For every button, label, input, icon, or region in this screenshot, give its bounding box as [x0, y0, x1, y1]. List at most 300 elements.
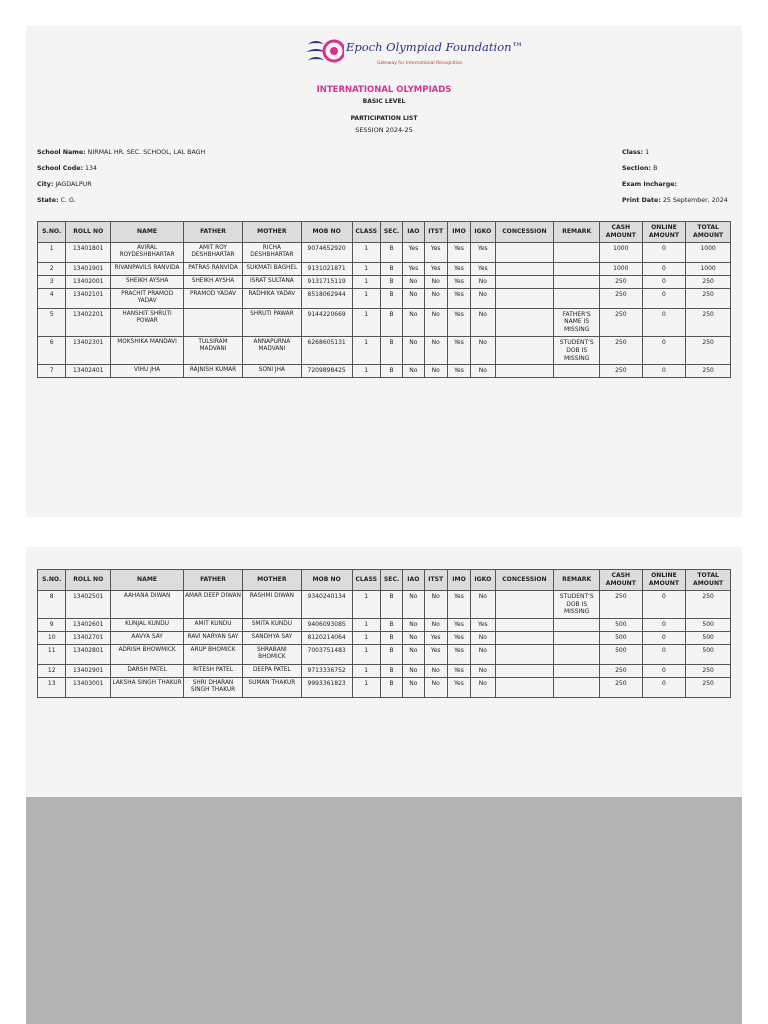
- cell-concession: [495, 308, 554, 336]
- cell-concession: [495, 590, 554, 618]
- cell-total-amount: 500: [686, 619, 731, 632]
- cell-roll-no: 13402601: [66, 619, 111, 632]
- cell-name: KUNJAL KUNDU: [111, 619, 184, 632]
- cell-igko: No: [471, 590, 495, 618]
- cell-class: 1: [352, 664, 380, 677]
- cell-concession: [495, 336, 554, 364]
- cell-roll-no: 13402201: [66, 308, 111, 336]
- school-name-value: NIRMAL HR. SEC. SCHOOL, LAL BAGH: [87, 149, 206, 156]
- cell-online-amount: 0: [642, 242, 686, 262]
- cell-mother: SUMAN THAKUR: [242, 677, 301, 697]
- cell-mother: ANNAPURNA MADVANI: [242, 336, 301, 364]
- cell-class: 1: [352, 619, 380, 632]
- cell-sno: 7: [38, 365, 66, 378]
- cell-total-amount: 1000: [686, 242, 731, 262]
- cell-mother: SMITA KUNDU: [242, 619, 301, 632]
- print-date-field: [622, 197, 728, 204]
- cell-remark: STUDENT'S DOB IS MISSING: [554, 590, 600, 618]
- cell-mob-no: 9406093085: [301, 619, 352, 632]
- cell-concession: [495, 619, 554, 632]
- cell-iao: No: [403, 632, 424, 645]
- level-label: BASIC LEVEL: [362, 98, 406, 105]
- column-header-class: CLASS: [352, 570, 380, 591]
- cell-sec: B: [380, 365, 402, 378]
- column-header-sec: SEC.: [380, 570, 402, 591]
- cell-imo: Yes: [447, 262, 470, 275]
- cell-igko: No: [471, 365, 495, 378]
- cell-remark: [554, 262, 600, 275]
- column-header-roll-no: ROLL NO: [66, 570, 111, 591]
- cell-sec: B: [380, 288, 402, 308]
- cell-concession: [495, 677, 554, 697]
- cell-class: 1: [352, 262, 380, 275]
- cell-imo: Yes: [447, 288, 470, 308]
- cell-online-amount: 0: [642, 288, 686, 308]
- column-header-cash-amount: CASH AMOUNT: [600, 570, 643, 591]
- cell-cash-amount: 1000: [600, 262, 643, 275]
- cell-sec: B: [380, 644, 402, 664]
- section-field: [622, 165, 657, 172]
- column-header-concession: CONCESSION: [495, 222, 554, 243]
- cell-remark: [554, 365, 600, 378]
- cell-roll-no: 13402801: [66, 644, 111, 664]
- table-row: [38, 336, 731, 364]
- table-row: [38, 275, 731, 288]
- cell-online-amount: 0: [642, 275, 686, 288]
- cell-father: AMAR DEEP DIWAN: [184, 590, 243, 618]
- cell-mob-no: 9131021871: [301, 262, 352, 275]
- print-date-value: 25 September, 2024: [662, 197, 728, 204]
- cell-mother: ISRAT SULTANA: [242, 275, 301, 288]
- cell-online-amount: 0: [642, 336, 686, 364]
- cell-itst: No: [424, 288, 447, 308]
- cell-imo: Yes: [447, 590, 470, 618]
- class-label: Class:: [622, 149, 644, 156]
- cell-sec: B: [380, 590, 402, 618]
- state-value: C. G.: [60, 197, 76, 204]
- class-value: 1: [645, 149, 650, 156]
- cell-sec: B: [380, 262, 402, 275]
- cell-mob-no: 9340240134: [301, 590, 352, 618]
- cell-remark: [554, 275, 600, 288]
- cell-sno: 11: [38, 644, 66, 664]
- column-header-igko: IGKO: [471, 570, 495, 591]
- cell-cash-amount: 250: [600, 664, 643, 677]
- cell-class: 1: [352, 590, 380, 618]
- cell-sno: 8: [38, 590, 66, 618]
- cell-name: AAHANA DIWAN: [111, 590, 184, 618]
- cell-name: AVIRAL ROYDESHBHARTAR: [111, 242, 184, 262]
- column-header-mother: MOTHER: [242, 570, 301, 591]
- cell-imo: Yes: [447, 619, 470, 632]
- table-row: [38, 242, 731, 262]
- cell-concession: [495, 644, 554, 664]
- cell-itst: No: [424, 619, 447, 632]
- epoch-logo-icon: [304, 36, 344, 66]
- cell-father: [184, 308, 243, 336]
- cell-class: 1: [352, 275, 380, 288]
- city-label: City:: [37, 181, 54, 188]
- cell-concession: [495, 262, 554, 275]
- cell-iao: No: [403, 288, 424, 308]
- state-label: State:: [37, 197, 59, 204]
- cell-iao: No: [403, 677, 424, 697]
- cell-iao: No: [403, 644, 424, 664]
- cell-mother: RASHMI DIWAN: [242, 590, 301, 618]
- cell-mob-no: 8120214064: [301, 632, 352, 645]
- cell-class: 1: [352, 242, 380, 262]
- column-header-sec: SEC.: [380, 222, 402, 243]
- cell-sno: 10: [38, 632, 66, 645]
- cell-roll-no: 13401901: [66, 262, 111, 275]
- cell-name: AAVYA SAY: [111, 632, 184, 645]
- cell-father: RITESH PATEL: [184, 664, 243, 677]
- cell-sec: B: [380, 677, 402, 697]
- session-label: SESSION 2024-25: [355, 126, 413, 134]
- table-row: [38, 644, 731, 664]
- cell-father: SHRI DHARAN SINGH THAKUR: [184, 677, 243, 697]
- cell-online-amount: 0: [642, 590, 686, 618]
- cell-imo: Yes: [447, 664, 470, 677]
- table-header-row: [38, 570, 731, 591]
- cell-remark: FATHER'S NAME IS MISSING: [554, 308, 600, 336]
- column-header-roll-no: ROLL NO: [66, 222, 111, 243]
- cell-cash-amount: 250: [600, 677, 643, 697]
- cell-mother: SHRABANI BHOMICK: [242, 644, 301, 664]
- logo-tagline: Gateway for International Recognition: [377, 61, 463, 66]
- cell-mob-no: 9144220669: [301, 308, 352, 336]
- cell-igko: Yes: [471, 262, 495, 275]
- cell-mother: SANDHYA SAY: [242, 632, 301, 645]
- cell-sno: 5: [38, 308, 66, 336]
- table-header-row: [38, 222, 731, 243]
- cell-igko: No: [471, 677, 495, 697]
- cell-concession: [495, 664, 554, 677]
- cell-father: ARUP BHOMICK: [184, 644, 243, 664]
- cell-mother: RADHIKA YADAV: [242, 288, 301, 308]
- cell-cash-amount: 500: [600, 644, 643, 664]
- cell-roll-no: 13402901: [66, 664, 111, 677]
- cell-class: 1: [352, 365, 380, 378]
- cell-igko: No: [471, 275, 495, 288]
- column-header-total-amount: TOTAL AMOUNT: [686, 222, 731, 243]
- cell-total-amount: 250: [686, 677, 731, 697]
- cell-roll-no: 13402501: [66, 590, 111, 618]
- cell-remark: STUDENT'S DOB IS MISSING: [554, 336, 600, 364]
- cell-imo: Yes: [447, 308, 470, 336]
- column-header-itst: ITST: [424, 222, 447, 243]
- table-body-page-1: [38, 242, 731, 377]
- table-row: [38, 288, 731, 308]
- cell-iao: No: [403, 590, 424, 618]
- cell-iao: Yes: [403, 262, 424, 275]
- cell-iao: No: [403, 365, 424, 378]
- column-header-mother: MOTHER: [242, 222, 301, 243]
- cell-remark: [554, 677, 600, 697]
- cell-roll-no: 13402101: [66, 288, 111, 308]
- cell-mob-no: 6268605131: [301, 336, 352, 364]
- cell-roll-no: 13401801: [66, 242, 111, 262]
- document-title: INTERNATIONAL OLYMPIADS: [316, 85, 452, 95]
- cell-sno: 2: [38, 262, 66, 275]
- school-code-label: School Code:: [37, 165, 83, 172]
- cell-online-amount: 0: [642, 644, 686, 664]
- cell-imo: Yes: [447, 242, 470, 262]
- cell-remark: [554, 644, 600, 664]
- column-header-remark: REMARK: [554, 222, 600, 243]
- cell-igko: No: [471, 308, 495, 336]
- cell-remark: [554, 288, 600, 308]
- cell-mob-no: 9074652920: [301, 242, 352, 262]
- cell-name: DARSH PATEL: [111, 664, 184, 677]
- cell-remark: [554, 619, 600, 632]
- table-row: [38, 664, 731, 677]
- cell-online-amount: 0: [642, 365, 686, 378]
- cell-concession: [495, 288, 554, 308]
- document-page-1: [26, 26, 742, 517]
- cell-online-amount: 0: [642, 664, 686, 677]
- column-header-imo: IMO: [447, 222, 470, 243]
- table-body-page-2: [38, 590, 731, 697]
- table-row: [38, 619, 731, 632]
- cell-iao: Yes: [403, 242, 424, 262]
- column-header-father: FATHER: [184, 570, 243, 591]
- cell-mob-no: 9993361823: [301, 677, 352, 697]
- cell-father: SHEIKH AYSHA: [184, 275, 243, 288]
- cell-online-amount: 0: [642, 619, 686, 632]
- cell-online-amount: 0: [642, 262, 686, 275]
- cell-roll-no: 13402401: [66, 365, 111, 378]
- school-name-field: [37, 149, 205, 156]
- table-row: [38, 308, 731, 336]
- column-header-class: CLASS: [352, 222, 380, 243]
- cell-imo: Yes: [447, 336, 470, 364]
- cell-cash-amount: 250: [600, 308, 643, 336]
- cell-imo: Yes: [447, 275, 470, 288]
- column-header-online-amount: ONLINE AMOUNT: [642, 222, 686, 243]
- column-header-total-amount: TOTAL AMOUNT: [686, 570, 731, 591]
- cell-name: PRACHIT PRAMOD YADAV: [111, 288, 184, 308]
- cell-class: 1: [352, 644, 380, 664]
- cell-online-amount: 0: [642, 632, 686, 645]
- class-field: [622, 149, 649, 156]
- cell-sec: B: [380, 619, 402, 632]
- cell-cash-amount: 1000: [600, 242, 643, 262]
- cell-igko: No: [471, 664, 495, 677]
- column-header-itst: ITST: [424, 570, 447, 591]
- cell-class: 1: [352, 308, 380, 336]
- cell-total-amount: 250: [686, 308, 731, 336]
- cell-itst: No: [424, 275, 447, 288]
- cell-roll-no: 13403001: [66, 677, 111, 697]
- cell-itst: No: [424, 677, 447, 697]
- cell-sec: B: [380, 308, 402, 336]
- cell-mother: DEEPA PATEL: [242, 664, 301, 677]
- cell-father: PATRAS RANVIDA: [184, 262, 243, 275]
- cell-cash-amount: 250: [600, 365, 643, 378]
- cell-name: RIVANPAVILS RANVIDA: [111, 262, 184, 275]
- cell-concession: [495, 242, 554, 262]
- cell-name: HANSHIT SHRUTI POWAR: [111, 308, 184, 336]
- logo-text: Epoch Olympiad Foundation™: [346, 40, 524, 54]
- cell-itst: No: [424, 336, 447, 364]
- cell-concession: [495, 275, 554, 288]
- participation-table-page-2: [37, 569, 731, 698]
- column-header-iao: IAO: [403, 570, 424, 591]
- cell-sec: B: [380, 664, 402, 677]
- table-row: [38, 677, 731, 697]
- cell-total-amount: 250: [686, 275, 731, 288]
- cell-sno: 6: [38, 336, 66, 364]
- cell-mob-no: 9713336752: [301, 664, 352, 677]
- cell-father: RAJNISH KUMAR: [184, 365, 243, 378]
- cell-concession: [495, 632, 554, 645]
- column-header-name: NAME: [111, 222, 184, 243]
- cell-iao: No: [403, 619, 424, 632]
- column-header-sno: S.NO.: [38, 222, 66, 243]
- cell-itst: No: [424, 664, 447, 677]
- cell-itst: Yes: [424, 262, 447, 275]
- cell-roll-no: 13402701: [66, 632, 111, 645]
- cell-sno: 4: [38, 288, 66, 308]
- cell-igko: No: [471, 644, 495, 664]
- cell-sno: 12: [38, 664, 66, 677]
- cell-cash-amount: 500: [600, 632, 643, 645]
- cell-cash-amount: 500: [600, 619, 643, 632]
- table-row: [38, 590, 731, 618]
- exam-incharge-label: Exam Incharge:: [622, 181, 678, 188]
- school-code-value: 134: [85, 165, 98, 172]
- document-page-2: [26, 547, 742, 797]
- cell-mother: RICHA DESHBHARTAR: [242, 242, 301, 262]
- column-header-concession: CONCESSION: [495, 570, 554, 591]
- cell-sno: 1: [38, 242, 66, 262]
- city-field: [37, 181, 92, 188]
- cell-imo: Yes: [447, 365, 470, 378]
- cell-mob-no: 7003751483: [301, 644, 352, 664]
- print-date-label: Print Date:: [622, 197, 661, 204]
- cell-father: AMIT ROY DESHBHARTAR: [184, 242, 243, 262]
- table-row: [38, 262, 731, 275]
- cell-iao: No: [403, 275, 424, 288]
- cell-name: SHEIKH AYSHA: [111, 275, 184, 288]
- cell-online-amount: 0: [642, 677, 686, 697]
- column-header-name: NAME: [111, 570, 184, 591]
- cell-roll-no: 13402301: [66, 336, 111, 364]
- cell-sec: B: [380, 275, 402, 288]
- cell-itst: No: [424, 365, 447, 378]
- cell-mob-no: 8518062944: [301, 288, 352, 308]
- cell-igko: No: [471, 336, 495, 364]
- cell-class: 1: [352, 336, 380, 364]
- table-row: [38, 632, 731, 645]
- foundation-logo: [304, 36, 524, 76]
- column-header-igko: IGKO: [471, 222, 495, 243]
- table-row: [38, 365, 731, 378]
- cell-igko: No: [471, 632, 495, 645]
- column-header-father: FATHER: [184, 222, 243, 243]
- cell-itst: Yes: [424, 644, 447, 664]
- cell-name: MOKSHIKA MANDAVI: [111, 336, 184, 364]
- cell-itst: No: [424, 308, 447, 336]
- column-header-remark: REMARK: [554, 570, 600, 591]
- cell-name: VIHU JHA: [111, 365, 184, 378]
- cell-sec: B: [380, 336, 402, 364]
- exam-incharge-field: [622, 181, 677, 188]
- cell-imo: Yes: [447, 677, 470, 697]
- cell-name: ADRISH BHOWMICK: [111, 644, 184, 664]
- cell-father: RAVI NARYAN SAY: [184, 632, 243, 645]
- cell-father: TULSIRAM MADVANI: [184, 336, 243, 364]
- cell-total-amount: 1000: [686, 262, 731, 275]
- list-title: PARTICIPATION LIST: [350, 115, 418, 122]
- cell-name: LAKSHA SINGH THAKUR: [111, 677, 184, 697]
- school-name-label: School Name:: [37, 149, 86, 156]
- cell-roll-no: 13402001: [66, 275, 111, 288]
- cell-mother: SUKMATI BAGHEL: [242, 262, 301, 275]
- cell-father: PRAMOD YADAV: [184, 288, 243, 308]
- cell-igko: No: [471, 288, 495, 308]
- cell-total-amount: 250: [686, 288, 731, 308]
- cell-total-amount: 250: [686, 590, 731, 618]
- cell-sec: B: [380, 632, 402, 645]
- cell-itst: Yes: [424, 242, 447, 262]
- cell-sno: 13: [38, 677, 66, 697]
- school-code-field: [37, 165, 97, 172]
- city-value: JAGDALPUR: [55, 181, 92, 188]
- cell-imo: Yes: [447, 632, 470, 645]
- column-header-iao: IAO: [403, 222, 424, 243]
- column-header-online-amount: ONLINE AMOUNT: [642, 570, 686, 591]
- cell-cash-amount: 250: [600, 275, 643, 288]
- cell-igko: Yes: [471, 619, 495, 632]
- cell-sno: 3: [38, 275, 66, 288]
- cell-total-amount: 500: [686, 644, 731, 664]
- section-value: B: [653, 165, 658, 172]
- cell-total-amount: 500: [686, 632, 731, 645]
- cell-remark: [554, 632, 600, 645]
- cell-mob-no: 9131715119: [301, 275, 352, 288]
- cell-sno: 9: [38, 619, 66, 632]
- column-header-cash-amount: CASH AMOUNT: [600, 222, 643, 243]
- column-header-sno: S.NO.: [38, 570, 66, 591]
- cell-total-amount: 250: [686, 365, 731, 378]
- cell-father: AMIT KUNDU: [184, 619, 243, 632]
- column-header-mob-no: MOB NO: [301, 570, 352, 591]
- cell-cash-amount: 250: [600, 336, 643, 364]
- cell-total-amount: 250: [686, 336, 731, 364]
- cell-mother: SHRUTI PAWAR: [242, 308, 301, 336]
- cell-itst: Yes: [424, 632, 447, 645]
- cell-total-amount: 250: [686, 664, 731, 677]
- cell-igko: Yes: [471, 242, 495, 262]
- state-field: [37, 197, 76, 204]
- cell-class: 1: [352, 632, 380, 645]
- cell-itst: No: [424, 590, 447, 618]
- cell-sec: B: [380, 242, 402, 262]
- cell-remark: [554, 242, 600, 262]
- cell-mother: SONI JHA: [242, 365, 301, 378]
- column-header-imo: IMO: [447, 570, 470, 591]
- cell-mob-no: 7209898425: [301, 365, 352, 378]
- cell-cash-amount: 250: [600, 590, 643, 618]
- cell-concession: [495, 365, 554, 378]
- cell-iao: No: [403, 308, 424, 336]
- section-label: Section:: [622, 165, 652, 172]
- cell-imo: Yes: [447, 644, 470, 664]
- participation-table-page-1: [37, 221, 731, 378]
- cell-online-amount: 0: [642, 308, 686, 336]
